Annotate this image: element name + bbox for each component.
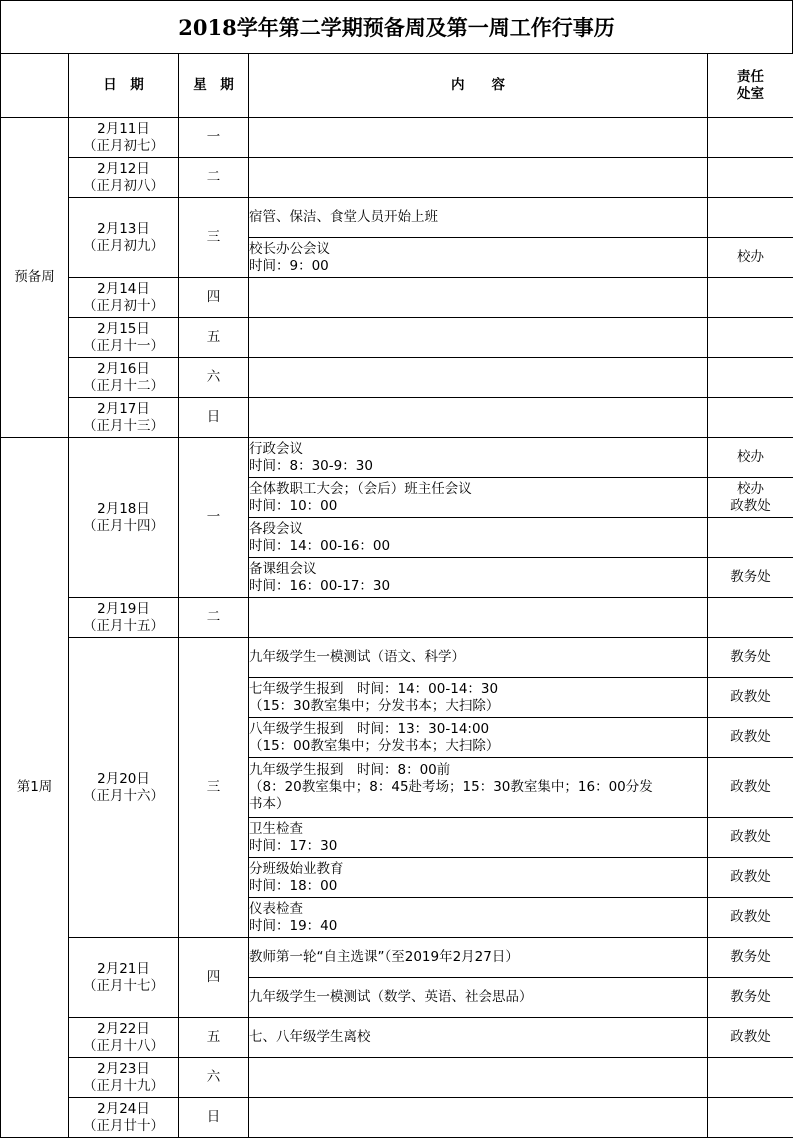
header-dept bbox=[708, 54, 793, 118]
dept-cell: 政教处 bbox=[708, 1018, 793, 1058]
page-title: 2018学年第二学期预备周及第一周工作行事历 bbox=[0, 0, 793, 53]
table-row bbox=[1, 1018, 793, 1058]
table-row bbox=[1, 938, 793, 978]
dept-cell bbox=[708, 398, 793, 438]
dept-cell: 政教处 bbox=[708, 818, 793, 858]
event-cell bbox=[249, 518, 708, 558]
weekday-cell: 三 bbox=[179, 198, 249, 278]
event-time: 时间：8：30-9：30 bbox=[249, 457, 373, 474]
date-text: 2月20日 bbox=[97, 770, 150, 787]
date-cell bbox=[69, 358, 179, 398]
date-cell bbox=[69, 118, 179, 158]
dept-cell: 政教处 bbox=[708, 898, 793, 938]
date-text: 2月23日 bbox=[97, 1060, 150, 1077]
event-cell bbox=[249, 558, 708, 598]
date-cell bbox=[69, 1098, 179, 1138]
dept-cell bbox=[708, 278, 793, 318]
event-title: 行政会议 bbox=[249, 440, 303, 457]
weekday-cell: 三 bbox=[179, 638, 249, 938]
dept-cell bbox=[708, 478, 793, 518]
dept-cell: 政教处 bbox=[708, 858, 793, 898]
dept-cell bbox=[708, 1098, 793, 1138]
date-cell bbox=[69, 438, 179, 598]
date-text: 2月14日 bbox=[97, 280, 150, 297]
event-time: 时间：10：00 bbox=[249, 497, 338, 514]
event-detail: （15：00教室集中；分发书本；大扫除） bbox=[249, 737, 500, 754]
date-text: 2月18日 bbox=[97, 500, 150, 517]
lunar-date-text: （正月十八） bbox=[83, 1037, 164, 1054]
date-text: 2月19日 bbox=[97, 600, 150, 617]
date-cell bbox=[69, 638, 179, 938]
dept-cell: 教务处 bbox=[708, 978, 793, 1018]
table-row bbox=[1, 438, 793, 478]
table-row bbox=[1, 318, 793, 358]
weekday-cell: 一 bbox=[179, 118, 249, 158]
table-row bbox=[1, 278, 793, 318]
event-title: 宿管、保洁、食堂人员开始上班 bbox=[249, 209, 438, 225]
event-title: 七、八年级学生离校 bbox=[249, 1029, 371, 1045]
event-title: 九年级学生一模测试（数学、英语、社会思品） bbox=[249, 989, 533, 1005]
lunar-date-text: （正月初十） bbox=[83, 297, 164, 314]
dept-cell bbox=[708, 318, 793, 358]
dept-line2: 政教处 bbox=[730, 497, 771, 514]
event-title: 全体教职工大会；（会后）班主任会议 bbox=[249, 480, 472, 497]
lunar-date-text: （正月初八） bbox=[83, 177, 164, 194]
content-cell bbox=[249, 158, 708, 198]
weekday-cell: 五 bbox=[179, 1018, 249, 1058]
event-cell bbox=[249, 478, 708, 518]
event-title: 九年级学生报到 时间：8：00前 bbox=[249, 762, 451, 778]
event-cell bbox=[249, 938, 708, 978]
weekday-cell: 二 bbox=[179, 598, 249, 638]
table-row bbox=[1, 398, 793, 438]
weekday-cell: 四 bbox=[179, 938, 249, 1018]
dept-cell bbox=[708, 198, 793, 238]
table-row bbox=[1, 158, 793, 198]
event-time: 时间：17：30 bbox=[249, 837, 338, 854]
event-cell bbox=[249, 638, 708, 678]
lunar-date-text: （正月初七） bbox=[83, 137, 164, 154]
weekday-cell: 二 bbox=[179, 158, 249, 198]
date-cell bbox=[69, 398, 179, 438]
header-weekday: 星 期 bbox=[179, 54, 249, 118]
event-title: 校长办公会议 bbox=[249, 240, 330, 257]
header-date: 日 期 bbox=[69, 54, 179, 118]
event-cell bbox=[249, 678, 708, 718]
dept-cell: 校办 bbox=[708, 438, 793, 478]
date-text: 2月15日 bbox=[97, 320, 150, 337]
date-cell bbox=[69, 598, 179, 638]
event-title: 各段会议 bbox=[249, 520, 303, 537]
lunar-date-text: （正月十九） bbox=[83, 1077, 164, 1094]
table-row bbox=[1, 598, 793, 638]
date-cell bbox=[69, 318, 179, 358]
date-text: 2月21日 bbox=[97, 960, 150, 977]
date-text: 2月13日 bbox=[97, 220, 150, 237]
event-time: 时间：14：00-16：00 bbox=[249, 537, 391, 554]
event-detail-cont: 书本） bbox=[249, 796, 290, 812]
event-cell bbox=[249, 1018, 708, 1058]
event-title: 七年级学生报到 时间：14：00-14：30 bbox=[249, 680, 499, 697]
dept-cell: 教务处 bbox=[708, 638, 793, 678]
content-cell bbox=[249, 1058, 708, 1098]
lunar-date-text: （正月十六） bbox=[83, 787, 164, 804]
dept-cell: 教务处 bbox=[708, 558, 793, 598]
event-title: 教师第一轮“自主选课”（至2019年2月27日） bbox=[249, 949, 519, 965]
header-content: 内 容 bbox=[249, 54, 708, 118]
content-cell bbox=[249, 278, 708, 318]
event-title: 备课组会议 bbox=[249, 560, 317, 577]
date-text: 2月17日 bbox=[97, 400, 150, 417]
weekday-cell: 四 bbox=[179, 278, 249, 318]
event-cell bbox=[249, 758, 708, 818]
event-title: 八年级学生报到 时间：13：30-14:00 bbox=[249, 720, 490, 737]
date-text: 2月11日 bbox=[97, 120, 150, 137]
event-time: 时间：16：00-17：30 bbox=[249, 577, 391, 594]
dept-cell: 政教处 bbox=[708, 718, 793, 758]
event-title: 卫生检查 bbox=[249, 820, 303, 837]
lunar-date-text: （正月十七） bbox=[83, 977, 164, 994]
lunar-date-text: （正月廿十） bbox=[83, 1117, 164, 1134]
event-cell bbox=[249, 858, 708, 898]
lunar-date-text: （正月十一） bbox=[83, 337, 164, 354]
date-cell bbox=[69, 278, 179, 318]
dept-cell bbox=[708, 358, 793, 398]
table-row bbox=[1, 1098, 793, 1138]
lunar-date-text: （正月十四） bbox=[83, 517, 164, 534]
event-cell bbox=[249, 198, 708, 238]
dept-cell: 校办 bbox=[708, 238, 793, 278]
dept-cell: 政教处 bbox=[708, 678, 793, 718]
weekday-cell: 日 bbox=[179, 398, 249, 438]
content-cell bbox=[249, 358, 708, 398]
content-cell bbox=[249, 1098, 708, 1138]
table-row bbox=[1, 118, 793, 158]
header-row bbox=[1, 54, 793, 118]
date-text: 2月16日 bbox=[97, 360, 150, 377]
event-cell bbox=[249, 818, 708, 858]
date-cell bbox=[69, 198, 179, 278]
date-cell bbox=[69, 158, 179, 198]
event-time: 时间：9：00 bbox=[249, 257, 329, 274]
date-text: 2月12日 bbox=[97, 160, 150, 177]
dept-cell: 政教处 bbox=[708, 758, 793, 818]
lunar-date-text: （正月十二） bbox=[83, 377, 164, 394]
event-cell bbox=[249, 978, 708, 1018]
table-row bbox=[1, 358, 793, 398]
weekday-cell: 六 bbox=[179, 358, 249, 398]
schedule-table bbox=[0, 53, 793, 1138]
lunar-date-text: （正月十五） bbox=[83, 617, 164, 634]
date-cell bbox=[69, 1018, 179, 1058]
lunar-date-text: （正月十三） bbox=[83, 417, 164, 434]
dept-cell bbox=[708, 158, 793, 198]
weekday-cell: 一 bbox=[179, 438, 249, 598]
event-title: 仪表检查 bbox=[249, 900, 303, 917]
weekday-cell: 五 bbox=[179, 318, 249, 358]
dept-cell bbox=[708, 1058, 793, 1098]
weekday-cell: 日 bbox=[179, 1098, 249, 1138]
week-label-prep: 预备周 bbox=[1, 118, 69, 438]
header-dept-line2: 处室 bbox=[737, 85, 764, 102]
lunar-date-text: （正月初九） bbox=[83, 237, 164, 254]
week-label-week1: 第1周 bbox=[1, 438, 69, 1138]
event-detail: （15：30教室集中；分发书本；大扫除） bbox=[249, 697, 500, 714]
event-cell bbox=[249, 898, 708, 938]
event-detail: （8：20教室集中；8：45赴考场；15：30教室集中；16：00分发 bbox=[249, 779, 653, 795]
table-row bbox=[1, 1058, 793, 1098]
header-week bbox=[1, 54, 69, 118]
weekday-cell: 六 bbox=[179, 1058, 249, 1098]
date-cell bbox=[69, 1058, 179, 1098]
dept-cell bbox=[708, 118, 793, 158]
dept-cell: 教务处 bbox=[708, 938, 793, 978]
header-dept-line1: 责任 bbox=[737, 68, 764, 85]
content-cell bbox=[249, 598, 708, 638]
table-row bbox=[1, 638, 793, 678]
date-text: 2月22日 bbox=[97, 1020, 150, 1037]
dept-line1: 校办 bbox=[737, 480, 764, 497]
content-cell bbox=[249, 118, 708, 158]
content-cell bbox=[249, 318, 708, 358]
event-time: 时间：18：00 bbox=[249, 877, 338, 894]
event-cell bbox=[249, 438, 708, 478]
dept-cell bbox=[708, 518, 793, 558]
date-cell bbox=[69, 938, 179, 1018]
date-text: 2月24日 bbox=[97, 1100, 150, 1117]
event-title: 九年级学生一模测试（语文、科学） bbox=[249, 649, 465, 665]
event-cell bbox=[249, 238, 708, 278]
dept-cell bbox=[708, 598, 793, 638]
content-cell bbox=[249, 398, 708, 438]
event-time: 时间：19：40 bbox=[249, 917, 338, 934]
table-row bbox=[1, 198, 793, 238]
event-title: 分班级始业教育 bbox=[249, 860, 344, 877]
event-cell bbox=[249, 718, 708, 758]
